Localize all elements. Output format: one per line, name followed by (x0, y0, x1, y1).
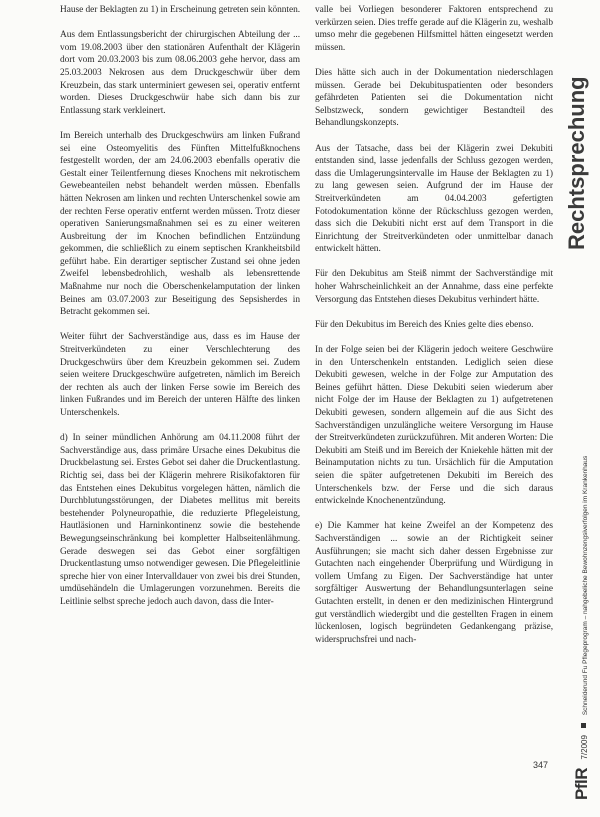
paragraph: e) Die Kammer hat keine Zweifel an der Kompetenz des Sachverständigen ... sowie an der Richtigkeit seiner Ausführungen; sie macht sich daher dessen Ergebnisse zur Gutachten nach eingehender Überprüfung und Würdigung in vollem Umfang zu Eigen. Der Sachverständige hat unter sorgfältiger Auswertung der Behandlungsunterlagen seine Gutachten erstellt, in denen er den medizinischen Hintergrund gut verständlich wiedergibt und die gestellten Fragen in einem lückenlosen, logisch begründeten Gedankengang präzise, widerspruchsfrei und nach- (315, 521, 553, 645)
section-heading-vertical (562, 20, 592, 250)
page-number: 347 (533, 760, 549, 770)
journal-footer (572, 456, 592, 800)
left-column (60, 4, 300, 609)
publication-line: Schneiderund Fu Pflegeprogram – nahgebeliche Bewohnzengsiverfolgen im Krankenhaus (582, 455, 589, 716)
paragraph: Aus der Tatsache, dass bei der Klägerin zwei Dekubiti entstanden sind, lasse jedenfalls der Schluss gezogen werden, dass die Umlagerungsintervalle im Hause der Beklagten zu 1) zu lang gewesen seien. Aufgrund der im Hause der Streitverkündeten am 04.04.2003 gefertigten Fotodokumentation könne der Rückschluss gezogen werden, dass sich die Dekubiti nicht erst auf dem Transport in die Einrichtung der Streitverkündeten oder unmittelbar danach entwickelt hätten. (315, 143, 553, 255)
section-title: Rechtsprechung (564, 76, 589, 250)
paragraph: Hause der Beklagten zu 1) in Erscheinung getreten sein könnten. (60, 5, 301, 15)
separator-square-icon (581, 723, 586, 728)
paragraph: Für den Dekubitus im Bereich des Knies gelte dies ebenso. (315, 319, 534, 330)
paragraph: valle bei Vorliegen besonderer Faktoren entsprechend zu verkürzen seien. Dies treffe gerade auf die Klägerin zu, weshalb umso mehr die gegebenen Hilfsmittel hätten eingesetzt werden müssen. (315, 5, 553, 53)
paragraph: Für den Dekubitus am Steiß nimmt der Sachverständige mit hoher Wahrscheinlichkeit an der Annahme, dass eine perfekte Versorgung das Entstehen dieses Dekubitus verhindert hätte. (315, 269, 553, 305)
paragraph: d) In seiner mündlichen Anhörung am 04.11.2008 führt der Sachverständige aus, dass primäre Ursache eines Dekubitus die Druckbelastung sei. Erstes Gebot sei daher die Druckentlastung. Richtig sei, dass bei der Klägerin mehrere Risikofaktoren für das Entstehen eines Dekubitus vorgelegen hätten, nämlich die Durchblutungsstörungen, der Diabetes mellitus mit bereits bestehender Polyneuropathie, die reduzierte Pflegeleistung, Hautläsionen und Harninkontinenz sowie die bestehende Bewegungseinschränkung bei kompletter Halbseitenlähmung. Gerade deswegen sei das Gebot einer sorgfältigen Druckentlastung umso notwendiger gewesen. Die Pflegeleitlinie spreche hier von einer Intervalldauer von zwei bis drei Stunden, umdüsehändeln die Umlagerungen vorzunehmen. Bereits die Leitlinie selbst spreche jedoch auch davon, dass die Inter- (60, 433, 300, 607)
journal-logo: PflR (572, 768, 591, 800)
paragraph: Dies hätte sich auch in der Dokumentation niederschlagen müssen. Gerade bei Dekubituspatienten oder besonders gefährdeten Patienten sei die Dokumentation nicht Selbstzweck, sondern gewichtiger Bestandteil des Behandlungskonzepts. (315, 67, 553, 129)
paragraph: Im Bereich unterhalb des Druckgeschwürs am linken Fußrand sei eine Osteomyelitis des Fünften Mittelfußknochens festgestellt worden, der am 24.06.2003 ebenfalls operativ die Gestalt einer Teilentfernung dieses Knochens mit nekrotischem Gewebeanteilen nebst behandelt werden müssen. Ebenfalls hätten Nekrosen am linken und rechten Unterschenkel sowie am der rechten Ferse operativ entfernt werden müssen. Trotz dieser operativen Sanierungsmaßnahmen sei es zu einer weiteren Ausbreitung der im Knochen befindlichen Entzündung gekommen, die schließlich zu einem septischen Krankheitsbild geführt habe. Ein derartiger septischer Zustand sei ohne jeden Zweifel lebensbedrohlich, weshalb als lebensrettende Maßnahme nur noch die Oberschenkelamputation der linken Beines am 03.07.2003 zur Beseitigung des Sepsisherdes in Betracht gekommen sei. (60, 130, 300, 318)
paragraph: Aus dem Entlassungsbericht der chirurgischen Abteilung der ... vom 19.08.2003 über den stationären Aufenthalt der Klägerin dort vom 20.03.2003 bis zum 08.06.2003 gehe hervor, dass am 25.03.2003 Nekrosen aus dem Druckgeschwür über dem Kreuzbein, das stark unterminiert gewesen sei, operativ entfernt worden. Dieses Druckgeschwür habe sich dann bis zur Entlassung stark verkleinert. (60, 30, 300, 116)
right-column (315, 4, 553, 646)
paragraph: Weiter führt der Sachverständige aus, dass es im Hause der Streitverkündeten zu einer Verschlechterung des Druckgeschwürs über dem Kreuzbein gekommen sei. Zudem seien weitere Druckgeschwüre aufgetreten, nämlich im Bereich der rechten als auch der linken Ferse sowie im Bereich des linken Fußrandes und im Bereich der unteren Hälfte des linken Unterschenkels. (60, 332, 300, 418)
issue-number: 7/2009 (580, 735, 589, 760)
paragraph: In der Folge seien bei der Klägerin jedoch weitere Geschwüre in den Unterschenkeln entstanden. Lediglich seien diese Dekubiti gewesen, welche in der Folge zur Amputation des Beines geführt hätten. Diese Dekubiti seien wiederum aber nicht Folge der im Hause der Beklagten zu 1) aufgetretenen Dekubiti gewesen, sondern allgemein auf die aus Sicht des Sachverständigen unzulängliche weitere Versorgung im Hause der Streitverkündeten zurückzuführen. Mit anderen Worten: Die Dekubiti am Steiß und im Bereich der Kniekehle hätten mit der Beinamputation nichts zu tun. Ursächlich für die Amputation seien die später aufgetretenen Dekubiti im Bereich des Unterschenkels bzw. der Ferse und die sich daraus entwickelnde Knochenentzündung. (315, 345, 553, 507)
